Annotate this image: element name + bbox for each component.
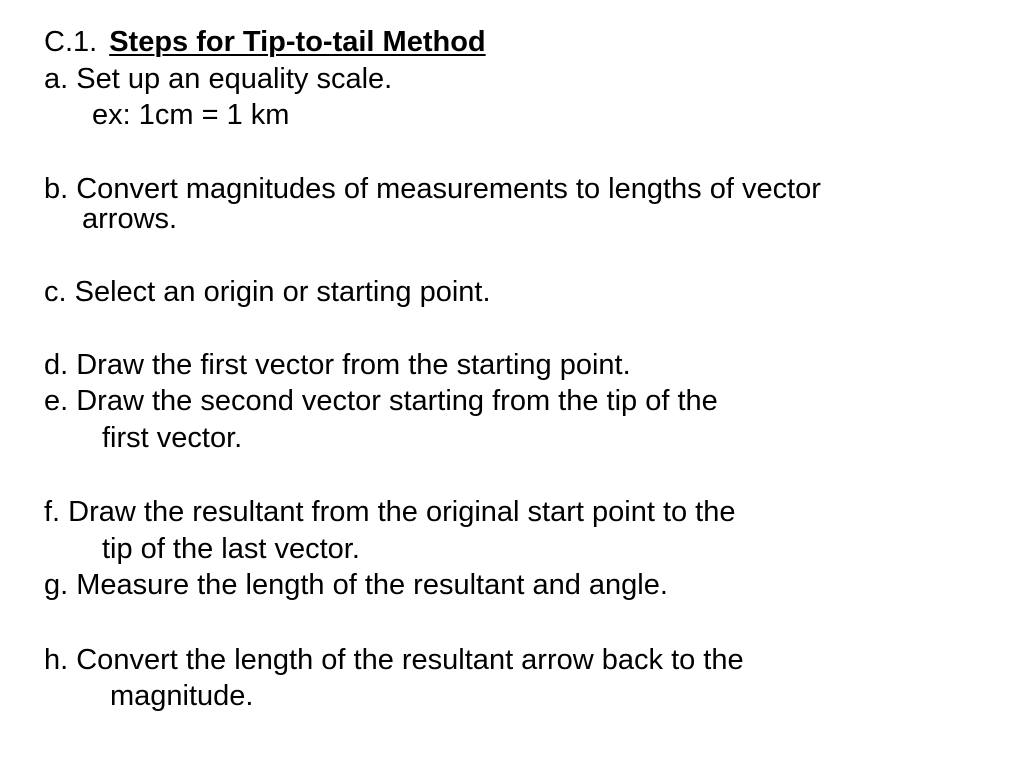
- heading-number: C.1.: [44, 26, 98, 58]
- step-c-text: c. Select an origin or starting point.: [44, 276, 491, 308]
- step-e-continuation: first vector.: [102, 422, 243, 454]
- step-d-text: d. Draw the first vector from the starting point.: [44, 349, 631, 381]
- step-e-text: e. Draw the second vector starting from the tip of the: [44, 385, 718, 417]
- step-f-continuation: tip of the last vector.: [102, 533, 360, 565]
- step-a-example: ex: 1cm = 1 km: [92, 99, 290, 131]
- heading-title: Steps for Tip-to-tail Method: [109, 26, 486, 58]
- step-h-text: h. Convert the length of the resultant arrow back to the: [44, 644, 744, 676]
- step-b-continuation: arrows.: [82, 203, 178, 235]
- step-h-continuation: magnitude.: [110, 680, 254, 712]
- heading: [44, 24, 486, 60]
- step-b-text: b. Convert magnitudes of measurements to lengths of vector: [44, 173, 821, 205]
- step-a-text: a. Set up an equality scale.: [44, 63, 393, 95]
- step-f-text: f. Draw the resultant from the original start point to the: [44, 496, 736, 528]
- step-g-text: g. Measure the length of the resultant and angle.: [44, 569, 668, 601]
